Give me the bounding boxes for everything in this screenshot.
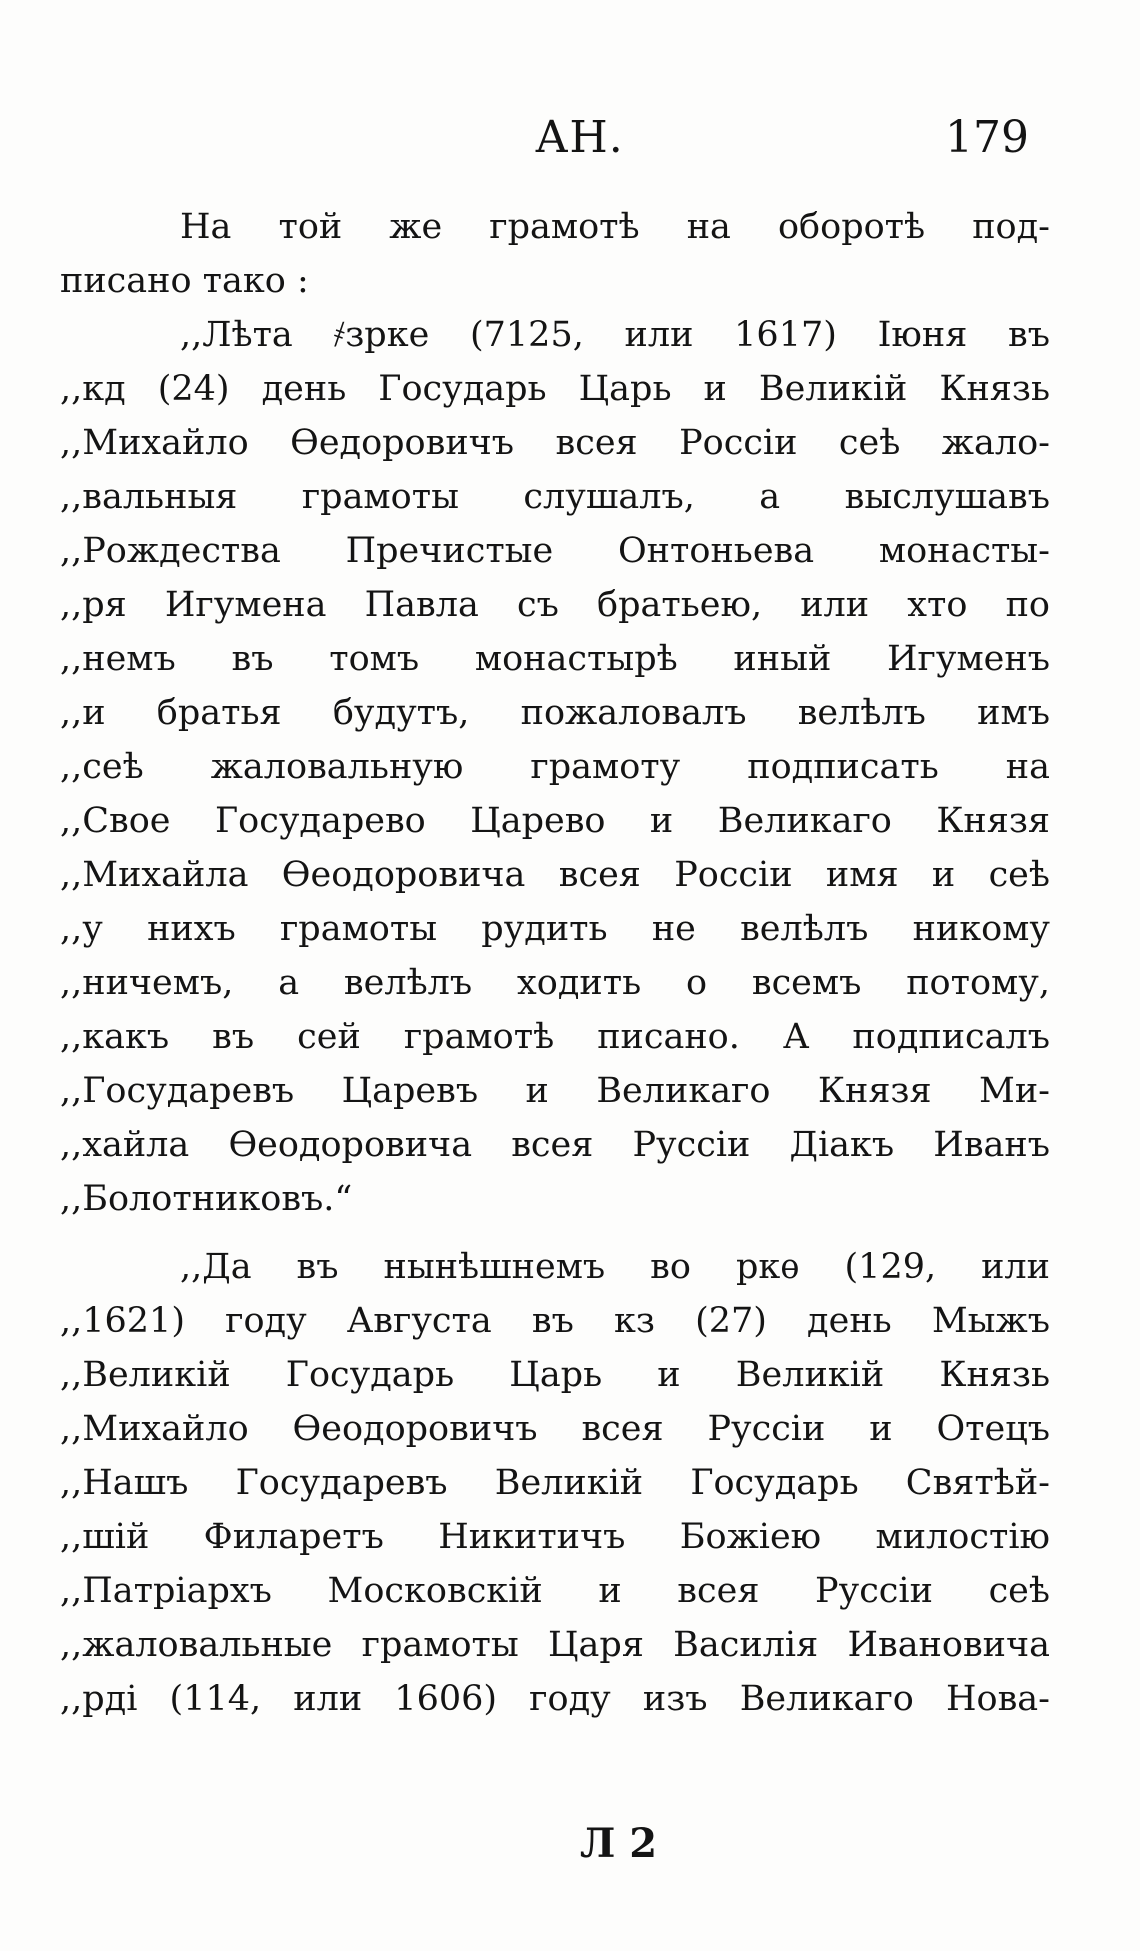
text-line: ,,сеѣ жаловальную грамоту подписать на [60, 747, 1050, 787]
text-line: ,,и братья будутъ, пожаловалъ велѣлъ имъ [60, 693, 1050, 733]
text-line: ,,Великій Государь Царь и Великій Князь [60, 1355, 1050, 1395]
text-line: ,,ря Игумена Павла съ братьею, или хто по [60, 585, 1050, 625]
text-line: ,,Да въ нынѣшнемъ во ркѳ (129, или [180, 1247, 1050, 1287]
text-line: ,,1621) году Августа въ кз (27) день Мыжъ [60, 1301, 1050, 1341]
text-line: ,,Михайло Ѳеодоровичъ всея Руссіи и Отецъ [60, 1409, 1050, 1449]
text-line: ,,Нашъ Государевъ Великій Государь Святѣй- [60, 1463, 1050, 1503]
text-line: ,,ничемъ, а велѣлъ ходить о всемъ потому, [60, 963, 1050, 1003]
text-line: На той же грамотѣ на оборотѣ под- [180, 207, 1050, 247]
text-line: ,,Свое Государево Царево и Великаго Князя [60, 801, 1050, 841]
page-number: 179 [945, 112, 1029, 163]
text-line: ,,кд (24) день Государь Царь и Великій Князь [60, 369, 1050, 409]
text-line: ,,у нихъ грамоты рудить не велѣлъ никому [60, 909, 1050, 949]
running-head-title: АН. [535, 112, 624, 163]
text-line: ,,Рождества Пречистые Онтоньева монасты- [60, 531, 1050, 571]
text-line: ,,Михайло Ѳедоровичъ всея Россіи сеѣ жало- [60, 423, 1050, 463]
signature-mark: Л 2 [580, 1820, 658, 1867]
text-line: ,,Лѣта ҂зрке (7125, или 1617) Іюня въ [180, 315, 1050, 355]
text-line: писано тако : [60, 261, 309, 301]
text-line: ,,вальныя грамоты слушалъ, а выслушавъ [60, 477, 1050, 517]
text-line: ,,Болотниковъ.“ [60, 1179, 353, 1219]
body-text [60, 200, 1050, 1726]
text-line: ,,рді (114, или 1606) году изъ Великаго Нова- [60, 1679, 1050, 1719]
text-line: ,,Михайла Ѳеодоровича всея Россіи имя и сеѣ [60, 855, 1050, 895]
running-head [0, 112, 1140, 172]
text-line: ,,шій Филаретъ Никитичъ Божіею милостію [60, 1517, 1050, 1557]
text-line: ,,жаловальные грамоты Царя Василія Ивановича [60, 1625, 1050, 1665]
text-line: ,,хайла Ѳеодоровича всея Руссіи Діакъ Иванъ [60, 1125, 1050, 1165]
text-line: ,,немъ въ томъ монастырѣ иный Игуменъ [60, 639, 1050, 679]
text-line: ,,Государевъ Царевъ и Великаго Князя Ми- [60, 1071, 1050, 1111]
text-line: ,,какъ въ сей грамотѣ писано. А подписалъ [60, 1017, 1050, 1057]
text-line: ,,Патріархъ Московскій и всея Руссіи сеѣ [60, 1571, 1050, 1611]
